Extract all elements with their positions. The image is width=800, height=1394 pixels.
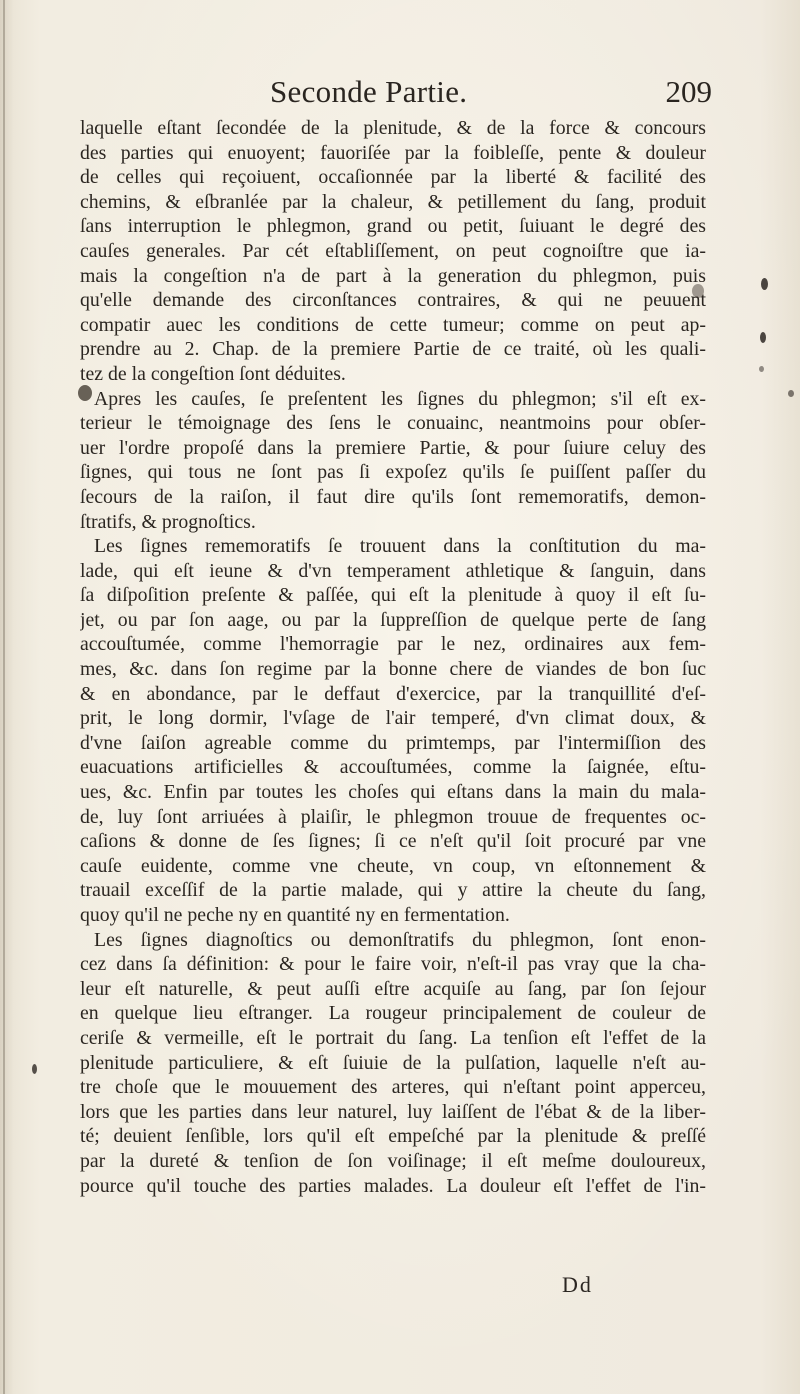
text-line: caſions & donne de ſes ſignes; ſi ce n'eſt qu'il ſoit procuré par vne bbox=[80, 830, 706, 853]
text-line: lors que les parties dans leur naturel, luy laiſſent de l'ébat & de la liber- bbox=[80, 1100, 706, 1123]
text-line: trauail exceſſif de la partie malade, qui y attire la cheute du ſang, bbox=[80, 879, 706, 902]
text-line: chemins, & eſbranlée par la chaleur, & petillement du ſang, produit bbox=[80, 190, 706, 213]
text-line: compatir auec les conditions de cette tumeur; comme on peut ap- bbox=[80, 313, 706, 336]
text-line: ceriſe & vermeille, eſt le portrait du ſang. La tenſion eſt l'effet de la bbox=[80, 1026, 706, 1049]
body-text bbox=[80, 116, 706, 1198]
text-line: qu'elle demande des circonſtances contraires, & qui ne peuuent bbox=[80, 289, 706, 312]
text-line: jet, ou par ſon aage, ou par la ſuppreſſion de quelque perte de ſang bbox=[80, 608, 706, 631]
text-line: ſecours de la raiſon, il faut dire qu'ils ſont rememoratifs, demon- bbox=[80, 485, 706, 508]
text-line: ſignes, qui tous ne ſont pas ſi expoſez qu'ils ſe puiſſent paſſer du bbox=[80, 461, 706, 484]
text-line: lade, qui eſt ieune & d'vn temperament athletique & ſanguin, dans bbox=[80, 559, 706, 582]
text-line: de, luy ſont arriuées à plaiſir, le phlegmon trouue de frequentes oc- bbox=[80, 805, 706, 828]
text-line: Apres les cauſes, ſe preſentent les ſignes du phlegmon; s'il eſt ex- bbox=[94, 387, 706, 410]
text-line: tre choſe que le mouuement des arteres, qui n'eſtant point apperceu, bbox=[80, 1076, 706, 1099]
text-line: tez de la congeſtion ſont déduites. bbox=[80, 362, 346, 385]
text-line: leur eſt naturelle, & peut auſſi eſtre acquiſe au ſang, par ſon ſejour bbox=[80, 977, 706, 1000]
page-header bbox=[80, 74, 712, 114]
page-number: 209 bbox=[665, 74, 712, 109]
text-line: des parties qui enuoyent; fauoriſée par la foibleſſe, pente & douleur bbox=[80, 141, 706, 164]
text-line: accouſtumée, comme l'hemorragie par le nez, ordinaires aux fem- bbox=[80, 633, 706, 656]
text-line: mais la congeſtion n'a de part à la generation du phlegmon, puis bbox=[80, 264, 706, 287]
text-line: prit, le long dormir, l'vſage de l'air temperé, d'vn climat doux, & bbox=[80, 707, 706, 730]
text-line: d'vne ſaiſon agreable comme du primtemps, par l'intermiſſion des bbox=[80, 731, 706, 754]
text-line: prendre au 2. Chap. de la premiere Partie de ce traité, où les quali- bbox=[80, 338, 706, 361]
binding-gutter bbox=[3, 0, 5, 1394]
text-line: ues, &c. Enfin par toutes les choſes qui eſtans dans la main du mala- bbox=[80, 781, 706, 804]
text-line: par la dureté & tenſion de ſon voiſinage; il eſt meſme douloureux, bbox=[80, 1149, 706, 1172]
running-head: Seconde Partie. bbox=[270, 74, 468, 109]
text-line: té; deuient ſenſible, lors qu'il eſt empeſché par la plenitude & preſſé bbox=[80, 1125, 706, 1148]
text-line: euacuations artificielles & accouſtumées, comme la ſaignée, eſtu- bbox=[80, 756, 706, 779]
text-line: en quelque lieu eſtranger. La rougeur principalement de couleur de bbox=[80, 1002, 706, 1025]
margin-ink-mark bbox=[761, 278, 768, 290]
text-line: & en abondance, par le deffaut d'exercice, par la tranquillité d'eſ- bbox=[80, 682, 706, 705]
margin-ink-mark bbox=[32, 1064, 37, 1074]
signature-mark: Dd bbox=[562, 1272, 593, 1297]
margin-ink-mark bbox=[760, 332, 766, 343]
text-line: plenitude particuliere, & eſt ſuiuie de la pulſation, laquelle n'eſt au- bbox=[80, 1051, 706, 1074]
text-line: Les ſignes diagnoſtics ou demonſtratifs du phlegmon, ſont enon- bbox=[94, 928, 706, 951]
text-line: ſtratifs, & prognoſtics. bbox=[80, 510, 256, 533]
ink-blot bbox=[78, 385, 92, 401]
text-line: laquelle eſtant ſecondée de la plenitude, & de la force & concours bbox=[80, 117, 706, 139]
margin-ink-mark bbox=[759, 366, 764, 372]
text-line: ſans interruption le phlegmon, grand ou petit, ſuiuant le degré des bbox=[80, 215, 706, 238]
margin-ink-mark bbox=[788, 390, 794, 397]
text-line: mes, &c. dans ſon regime par la bonne chere de viandes de bon ſuc bbox=[80, 658, 706, 681]
text-line: cauſes generales. Par cét eſtabliſſement, on peut cognoiſtre que ia- bbox=[80, 239, 706, 262]
text-line: cauſe euidente, comme vne cheute, vn coup, vn eſtonnement & bbox=[80, 854, 706, 877]
text-line: Les ſignes rememoratifs ſe trouuent dans la conſtitution du ma- bbox=[94, 535, 706, 558]
ink-blot bbox=[692, 284, 704, 298]
text-line: cez dans ſa définition: & pour le faire voir, n'eſt-il pas vray que la cha- bbox=[80, 953, 706, 976]
text-line: de celles qui reçoiuent, occaſionnée par la liberté & facilité des bbox=[80, 166, 706, 189]
text-line: uer l'ordre propoſé dans la premiere Partie, & pour ſuiure celuy des bbox=[80, 436, 706, 459]
text-line: pource qu'il touche des parties malades. La douleur eſt l'effet de l'in- bbox=[80, 1174, 706, 1197]
text-line: quoy qu'il ne peche ny en quantité ny en fermentation. bbox=[80, 904, 510, 926]
text-line: terieur le témoignage des ſens le conuainc, neantmoins pour obſer- bbox=[80, 412, 706, 435]
text-line: ſa diſpoſition preſente & paſſée, qui eſt la plenitude à quoy il eſt ſu- bbox=[80, 584, 706, 607]
